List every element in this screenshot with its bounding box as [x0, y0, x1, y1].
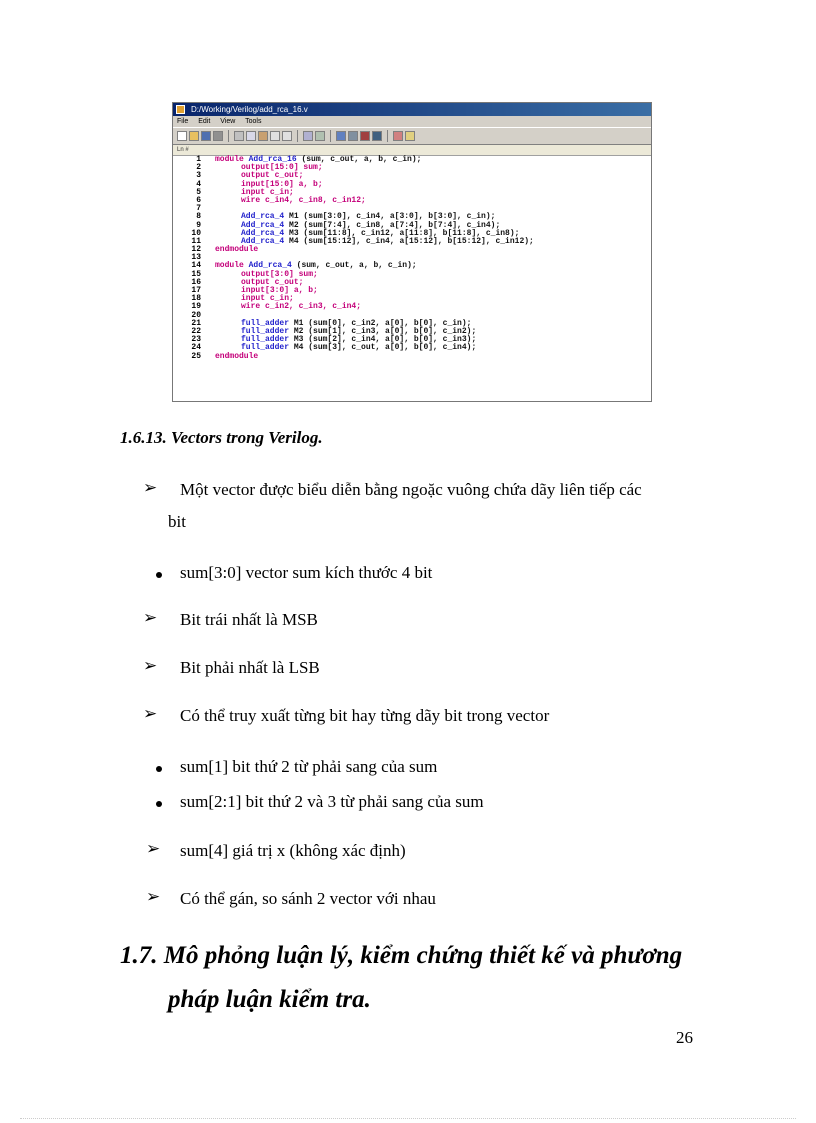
line-number: 21	[191, 318, 201, 328]
code-module-name: Add_rca_4	[241, 220, 285, 230]
line-number: 25	[191, 351, 201, 361]
bullet-text: Bit phải nhất là LSB	[180, 658, 320, 677]
arrow-bullet-icon: ➢	[143, 704, 158, 724]
code-keyword: input	[241, 294, 266, 304]
code-text: M2 (sum[1], c_in3, a[0], b[0], c_in2);	[289, 326, 477, 336]
code-keyword: input	[241, 179, 266, 189]
line-number: 14	[191, 261, 201, 271]
code-editor-screenshot	[172, 102, 652, 402]
code-module-name: Add_rca_16	[248, 155, 297, 164]
line-number: 16	[191, 277, 201, 287]
print-icon	[213, 131, 223, 141]
code-text: c_out;	[269, 171, 304, 181]
find-icon	[303, 131, 313, 141]
code-keyword: output	[241, 269, 270, 279]
grid-icon	[348, 131, 358, 141]
bullet-text-continued: bit	[168, 512, 186, 531]
editor-toolbar	[173, 127, 651, 145]
code-keyword: endmodule	[215, 245, 259, 255]
section-heading-line1: 1.7. Mô phỏng luận lý, kiểm chứng thiết kế và phương	[120, 942, 683, 969]
code-text: (sum, c_out, a, b, c_in);	[291, 261, 417, 271]
code-text: M2 (sum[7:4], c_in8, a[7:4], b[7:4], c_in4);	[284, 220, 501, 230]
line-number: 3	[196, 171, 201, 181]
save-icon	[201, 131, 211, 141]
code-keyword: wire	[241, 195, 261, 205]
page-divider	[20, 1118, 796, 1119]
code-keyword: wire	[241, 302, 261, 312]
code-module-name: Add_rca_4	[241, 212, 285, 222]
code-text: M1 (sum[0], c_in2, a[0], b[0], c_in);	[289, 318, 472, 328]
line-number: 19	[191, 302, 201, 312]
menu-tools: Tools	[245, 118, 262, 125]
line-number: 1	[196, 155, 201, 164]
code-keyword: module	[215, 155, 244, 164]
line-number: 6	[196, 195, 201, 205]
paste-icon	[258, 131, 268, 141]
dot-bullet-icon	[156, 766, 162, 772]
line-number: 24	[191, 343, 201, 353]
code-text: M4 (sum[15:12], c_in4, a[15:12], b[15:12], c_in12);	[284, 236, 534, 246]
code-module-name: Add_rca_4	[241, 236, 285, 246]
line-number: 17	[191, 286, 201, 295]
line-number: 22	[191, 326, 201, 336]
section-heading	[120, 934, 682, 1022]
code-area	[173, 156, 651, 401]
arrow-bullet-icon: ➢	[143, 656, 158, 676]
code-keyword: output	[241, 277, 270, 287]
code-text: c_out;	[269, 277, 304, 287]
code-text: M1 (sum[3:0], c_in4, a[3:0], b[3:0], c_in);	[284, 212, 496, 222]
dot-bullet-icon	[156, 572, 162, 578]
compile-icon	[336, 131, 346, 141]
code-text: M3 (sum[2], c_in4, a[0], b[0], c_in3);	[289, 335, 477, 345]
menu-file: File	[177, 118, 189, 125]
line-number: 5	[196, 187, 201, 197]
editor-title: D:/Working/Verilog/add_rca_16.v	[191, 105, 308, 114]
redo-icon	[282, 131, 292, 141]
code-module-name: full_adder	[241, 318, 290, 328]
code-text: [3:0] a, b;	[265, 286, 318, 295]
line-number: 2	[196, 163, 201, 173]
bullet-text: Bit trái nhất là MSB	[180, 610, 318, 629]
code-module-name: full_adder	[241, 335, 290, 345]
code-text: [15:0] a, b;	[265, 179, 323, 189]
code-keyword: output	[241, 171, 270, 181]
code-text: (sum, c_out, a, b, c_in);	[296, 155, 422, 164]
code-keyword: endmodule	[215, 351, 259, 361]
bullet-text: Có thể gán, so sánh 2 vector với nhau	[180, 889, 436, 908]
code-text: c_in;	[265, 294, 294, 304]
code-keyword: input	[241, 187, 266, 197]
code-module-name: Add_rca_4	[241, 228, 285, 238]
code-keyword: input	[241, 286, 266, 295]
code-text: M3 (sum[11:8], c_in12, a[11:8], b[11:8], c_in8);	[284, 228, 520, 238]
open-folder-icon	[189, 131, 199, 141]
line-number: 8	[196, 212, 201, 222]
code-line	[179, 303, 651, 311]
line-number: 10	[191, 228, 201, 238]
bullet-text: sum[1] bit thứ 2 từ phải sang của sum	[180, 757, 438, 776]
bullet-text: sum[2:1] bit thứ 2 và 3 từ phải sang của sum	[180, 792, 484, 811]
arrow-bullet-icon: ➢	[146, 839, 161, 859]
copy-icon	[246, 131, 256, 141]
subsection-heading: 1.6.13. Vectors trong Verilog.	[120, 428, 323, 447]
bullet-text: Một vector được biểu diễn bằng ngoặc vuông chứa dãy liên tiếp các	[180, 480, 642, 499]
line-number: 18	[191, 294, 201, 304]
code-module-name: full_adder	[241, 326, 290, 336]
bullet-text: sum[3:0] vector sum kích thước 4 bit	[180, 563, 433, 582]
cut-icon	[234, 131, 244, 141]
wave-icon	[372, 131, 382, 141]
arrow-bullet-icon: ➢	[143, 608, 158, 628]
close-icon	[393, 131, 403, 141]
code-text: c_in2, c_in3, c_in4;	[260, 302, 362, 312]
bullet-text: sum[4] giá trị x (không xác định)	[180, 841, 406, 860]
section-heading-line2: pháp luận kiểm tra.	[168, 986, 371, 1013]
code-keyword: output	[241, 163, 270, 173]
dot-bullet-icon	[156, 801, 162, 807]
help-icon	[405, 131, 415, 141]
menu-view: View	[220, 118, 236, 125]
app-icon	[176, 105, 185, 114]
code-keyword: module	[215, 261, 244, 271]
replace-icon	[315, 131, 325, 141]
line-number: 9	[196, 220, 201, 230]
line-number: 11	[191, 236, 201, 246]
line-number: 12	[191, 245, 201, 255]
code-line	[179, 353, 651, 361]
bullet-text: Có thể truy xuất từng bit hay từng dãy bit trong vector	[180, 706, 550, 725]
code-text: c_in4, c_in8, c_in12;	[260, 195, 366, 205]
editor-title-bar	[173, 103, 651, 116]
menu-edit: Edit	[198, 118, 211, 125]
line-number: 13	[191, 253, 201, 263]
line-number: 15	[191, 269, 201, 279]
code-text: [15:0] sum;	[269, 163, 323, 173]
code-text: c_in;	[265, 187, 294, 197]
code-text: [3:0] sum;	[269, 269, 318, 279]
code-text: M4 (sum[3], c_out, a[0], b[0], c_in4);	[289, 343, 477, 353]
code-module-name: full_adder	[241, 343, 290, 353]
arrow-bullet-icon: ➢	[146, 887, 161, 907]
undo-icon	[270, 131, 280, 141]
code-line	[179, 197, 651, 205]
simulate-icon	[360, 131, 370, 141]
new-file-icon	[177, 131, 187, 141]
code-line	[179, 246, 651, 254]
editor-menu-bar	[173, 116, 651, 127]
line-number: 7	[196, 204, 201, 214]
line-number-header: Ln #	[173, 145, 651, 156]
line-number: 20	[191, 310, 201, 320]
line-number: 23	[191, 335, 201, 345]
line-number: 4	[196, 179, 201, 189]
code-module-name: Add_rca_4	[248, 261, 292, 271]
arrow-bullet-icon: ➢	[143, 478, 158, 498]
page-number: 26	[676, 1028, 693, 1047]
